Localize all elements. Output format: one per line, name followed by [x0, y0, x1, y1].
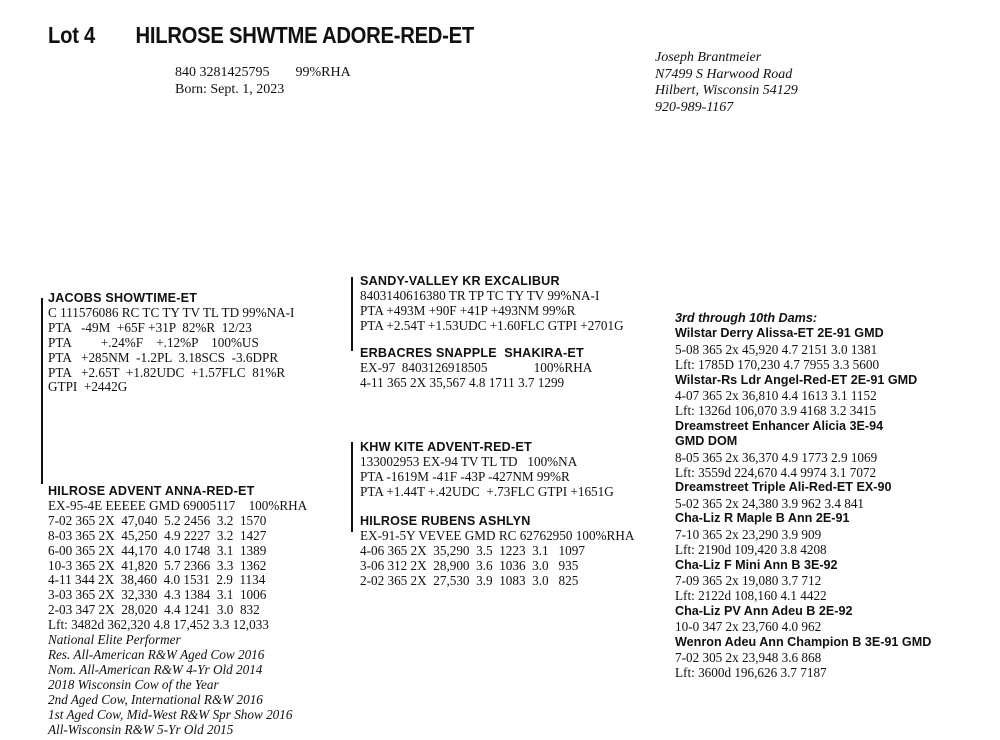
dam-4-record: 4-07 365 2x 36,810 4.4 1613 3.1 1152 [675, 388, 877, 404]
sire-sire-line: PTA +2.54T +1.53UDC +1.60FLC GTPI +2701G [360, 317, 624, 333]
dam-5-name-cont: GMD DOM [675, 434, 738, 449]
dam-award: National Elite Performer [48, 632, 181, 648]
dam-7-record: 7-10 365 2x 23,290 3.9 909 [675, 526, 822, 542]
dam-3-name: Wilstar Derry Alissa-ET 2E-91 GMD [675, 326, 884, 341]
dam-record: 3-03 365 2X 32,330 4.3 1384 3.1 1006 [48, 587, 267, 603]
dam-sire-line: PTA -1619M -41F -43P -427NM 99%R [360, 468, 570, 484]
dam-dam-name: HILROSE RUBENS ASHLYN [360, 514, 531, 528]
dam-dam-line: EX-91-5Y VEVEE GMD RC 62762950 100%RHA [360, 527, 635, 543]
dam-name: HILROSE ADVENT ANNA-RED-ET [48, 484, 255, 498]
dam-record: 7-02 365 2X 47,040 5.2 2456 3.2 1570 [48, 512, 267, 528]
dam-9-name: Cha-Liz PV Ann Adeu B 2E-92 [675, 603, 853, 618]
extended-dams-block [675, 311, 931, 681]
dam-5-record: 8-05 365 2x 36,370 4.9 1773 2.9 1069 [675, 449, 878, 465]
dam-5-lifetime: Lft: 3559d 224,670 4.4 9974 3.1 7072 [675, 465, 877, 481]
owner-address: N7499 S Harwood Road [655, 66, 793, 82]
dam-parents-connector [351, 442, 353, 532]
owner-phone: 920-989-1167 [655, 99, 734, 115]
dam-record: 10-3 365 2X 41,820 5.7 2366 3.3 1362 [48, 557, 267, 573]
owner-block [655, 50, 798, 116]
sire-dam-block [360, 346, 592, 391]
sire-line: C 111576086 RC TC TY TV TL TD 99%NA-I [48, 304, 295, 320]
registration-number: 840 3281425795 [175, 65, 270, 80]
sire-dam-connector [41, 298, 43, 484]
dam-8-record: 7-09 365 2x 19,080 3.7 712 [675, 572, 822, 588]
sire-name: JACOBS SHOWTIME-ET [48, 291, 198, 305]
owner-city: Hilbert, Wisconsin 54129 [655, 83, 798, 98]
dam-sire-block [360, 440, 614, 500]
dam-6-name: Dreamstreet Triple Ali-Red-ET EX-90 [675, 480, 892, 495]
dam-8-lifetime: Lft: 2122d 108,160 4.1 4422 [675, 588, 827, 604]
sire-sire-name: SANDY-VALLEY KR EXCALIBUR [360, 274, 560, 288]
dam-award: Res. All-American R&W Aged Cow 2016 [48, 646, 265, 662]
dam-sire-line: PTA +1.44T +.42UDC +.73FLC GTPI +1651G [360, 483, 614, 499]
dam-4-name: Wilstar-Rs Ldr Angel-Red-ET 2E-91 GMD [675, 372, 918, 387]
dam-dam-block [360, 514, 634, 589]
dam-dam-record: 4-06 365 2X 35,290 3.5 1223 3.1 1097 [360, 542, 585, 558]
sire-parents-connector [351, 277, 353, 351]
sire-sire-block [360, 274, 624, 334]
dam-dam-record: 2-02 365 2X 27,530 3.9 1083 3.0 825 [360, 572, 579, 588]
sire-dam-line: 4-11 365 2X 35,567 4.8 1711 3.7 1299 [360, 374, 565, 390]
dam-sire-name: KHW KITE ADVENT-RED-ET [360, 440, 532, 454]
dam-4-lifetime: Lft: 1326d 106,070 3.9 4168 3.2 3415 [675, 403, 877, 419]
sire-line: GTPI +2442G [48, 379, 128, 395]
dam-award: 2018 Wisconsin Cow of the Year [48, 676, 219, 692]
dam-7-name: Cha-Liz R Maple B Ann 2E-91 [675, 511, 850, 526]
sire-sire-line: 8403140616380 TR TP TC TY TV 99%NA-I [360, 287, 600, 303]
dam-3-lifetime: Lft: 1785D 170,230 4.7 7955 3.3 5600 [675, 357, 880, 373]
dam-record: 6-00 365 2X 44,170 4.0 1748 3.1 1389 [48, 542, 267, 558]
dam-block [48, 484, 307, 737]
dam-10-name: Wenron Adeu Ann Champion B 3E-91 GMD [675, 634, 932, 649]
sire-dam-line: EX-97 8403126918505 100%RHA [360, 359, 593, 375]
birth-date: Born: Sept. 1, 2023 [175, 82, 285, 97]
dam-award: Nom. All-American R&W 4-Yr Old 2014 [48, 661, 263, 677]
dam-5-name: Dreamstreet Enhancer Alicia 3E-94 [675, 418, 884, 433]
dam-lifetime: Lft: 3482d 362,320 4.8 17,452 3.3 12,033 [48, 617, 269, 633]
sire-line: PTA +285NM -1.2PL 3.18SCS -3.6DPR [48, 349, 279, 365]
dam-award: 2nd Aged Cow, International R&W 2016 [48, 691, 263, 707]
sire-line: PTA -49M +65F +31P 82%R 12/23 [48, 319, 252, 335]
dam-7-lifetime: Lft: 2190d 109,420 3.8 4208 [675, 542, 827, 558]
animal-name: HILROSE SHWTME ADORE-RED-ET [135, 22, 474, 48]
sire-dam-name: ERBACRES SNAPPLE SHAKIRA-ET [360, 346, 584, 360]
dam-award: 1st Aged Cow, Mid-West R&W Spr Show 2016 [48, 706, 293, 722]
dam-9-record: 10-0 347 2x 23,760 4.0 962 [675, 619, 822, 635]
lot-number: Lot 4 [48, 22, 96, 48]
dam-record: 8-03 365 2X 45,250 4.9 2227 3.2 1427 [48, 527, 267, 543]
dam-10-record: 7-02 305 2x 23,948 3.6 868 [675, 649, 822, 665]
rha-percent: 99%RHA [295, 65, 351, 80]
sire-line: PTA +2.65T +1.82UDC +1.57FLC 81%R [48, 364, 286, 380]
dam-line: EX-95-4E EEEEE GMD 69005117 100%RHA [48, 497, 308, 513]
dam-10-lifetime: Lft: 3600d 196,626 3.7 7187 [675, 665, 827, 681]
sire-sire-line: PTA +493M +90F +41P +493NM 99%R [360, 302, 576, 318]
dam-dam-record: 3-06 312 2X 28,900 3.6 1036 3.0 935 [360, 557, 579, 573]
dam-sire-line: 133002953 EX-94 TV TL TD 100%NA [360, 453, 578, 469]
dam-3-record: 5-08 365 2x 45,920 4.7 2151 3.0 1381 [675, 341, 878, 357]
sire-block [48, 291, 294, 395]
dam-8-name: Cha-Liz F Mini Ann B 3E-92 [675, 557, 838, 572]
dam-record: 4-11 344 2X 38,460 4.0 1531 2.9 1134 [48, 572, 266, 588]
extended-dams-header: 3rd through 10th Dams: [675, 311, 818, 325]
lot-title [48, 22, 474, 49]
dam-record: 2-03 347 2X 28,020 4.4 1241 3.0 832 [48, 602, 260, 618]
registration-line [175, 65, 351, 81]
dam-6-record: 5-02 365 2x 24,380 3.9 962 3.4 841 [675, 495, 865, 511]
dam-award: All-Wisconsin R&W 5-Yr Old 2015 [48, 721, 234, 737]
sire-line: PTA +.24%F +.12%P 100%US [48, 334, 259, 350]
owner-name: Joseph Brantmeier [655, 50, 762, 65]
